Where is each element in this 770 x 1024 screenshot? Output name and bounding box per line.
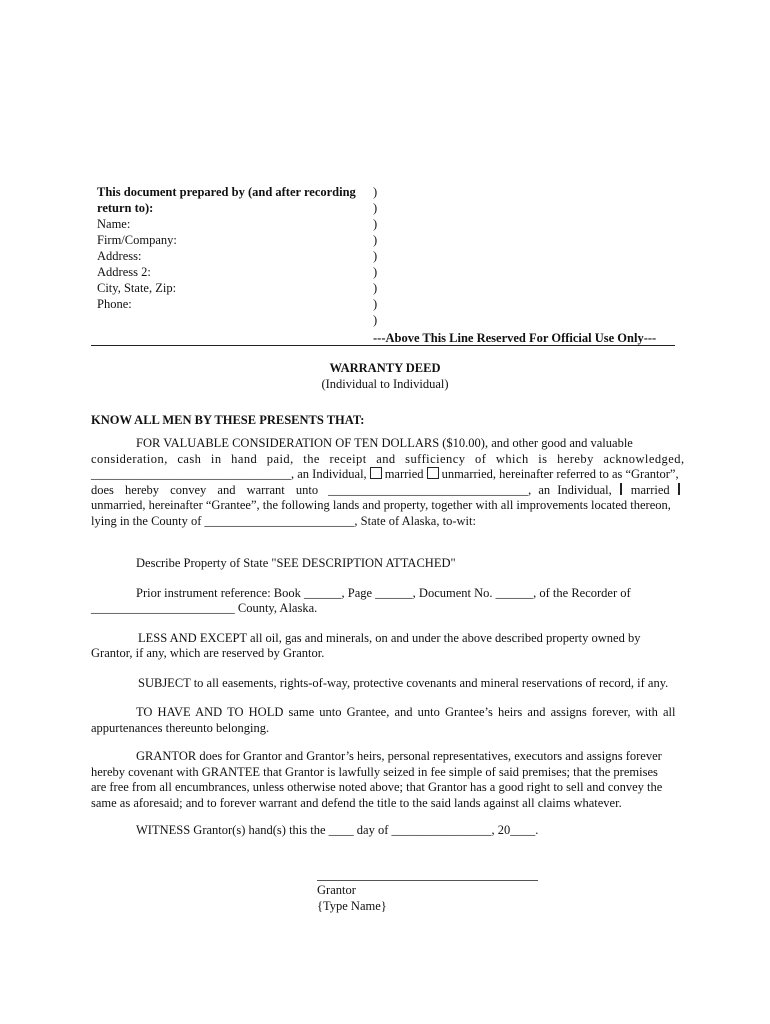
paren: )	[373, 217, 378, 231]
grantor-signature-label: Grantor	[317, 883, 356, 897]
city-state-zip-field-label: City, State, Zip:	[97, 281, 177, 295]
habendum-paragraph	[91, 705, 680, 736]
paren: )	[373, 201, 378, 215]
grantee-name-blank: ________________________________	[328, 482, 529, 497]
paren-column	[373, 184, 383, 328]
grantee-line	[91, 483, 680, 499]
grantor-definition: unmarried, hereinafter referred to as “Grantor”,	[441, 467, 679, 482]
paren: )	[373, 313, 378, 327]
habendum-line	[91, 705, 680, 721]
habendum-text: appurtenances thereunto belonging.	[91, 720, 270, 735]
witness-line: WITNESS Grantor(s) hand(s) this the ____ day of ________________, 20____.	[136, 823, 539, 837]
less-except-line: Grantor, if any, which are reserved by Grantor.	[91, 646, 325, 660]
name-field-label: Name:	[97, 217, 131, 231]
covenant-text: same as aforesaid; and to forever warrant and defend the title to the said lands against all claims whatever.	[91, 795, 622, 810]
covenant-paragraph	[91, 749, 680, 811]
covenant-text: GRANTOR does for Grantor and Grantor’s heirs, personal representatives, executors and assigns forever	[136, 749, 662, 763]
header-divider	[91, 345, 675, 346]
covenant-line	[91, 780, 680, 796]
deed-subtitle: (Individual to Individual)	[321, 377, 449, 391]
individual-text: , an Individual,	[291, 467, 367, 482]
address-field-label: Address:	[97, 249, 142, 263]
prior-instrument-county: _______________________ County, Alaska.	[91, 601, 318, 615]
consideration-text: FOR VALUABLE CONSIDERATION OF TEN DOLLARS ($10.00), and other good and valuable	[136, 436, 633, 450]
consideration-text: consideration, cash in hand paid, the receipt and sufficiency of which is hereby acknowledged,	[91, 451, 685, 466]
subject-paragraph: SUBJECT to all easements, rights-of-way, protective covenants and mineral reservations of record, if any.	[138, 676, 669, 690]
intro-heading: KNOW ALL MEN BY THESE PRESENTS THAT:	[91, 413, 365, 427]
deed-title: WARRANTY DEED	[329, 361, 441, 375]
paren: )	[373, 297, 378, 311]
convey-text: does hereby convey and warrant unto	[91, 482, 319, 497]
consideration-paragraph	[91, 436, 685, 530]
covenant-line	[91, 765, 680, 781]
address2-field-label: Address 2:	[97, 265, 151, 279]
paren: )	[373, 185, 378, 199]
phone-field-label: Phone:	[97, 297, 132, 311]
consideration-line	[91, 436, 680, 452]
lands-text: unmarried, hereinafter “Grantee”, the following lands and property, together with all improvements located thereon,	[91, 498, 671, 513]
grantor-type-name: {Type Name}	[317, 899, 387, 913]
habendum-text: TO HAVE AND TO HOLD same unto Grantee, and unto Grantee’s heirs and assigns forever, with all	[136, 705, 676, 719]
county-text: lying in the County of	[91, 513, 202, 528]
preparer-block	[97, 184, 372, 312]
state-text: , State of Alaska, to-wit:	[354, 513, 476, 528]
married-label: married	[384, 467, 424, 482]
unmarried-checkbox[interactable]	[427, 467, 439, 479]
prepared-by-heading-cont: return to):	[97, 201, 154, 215]
habendum-line	[91, 721, 680, 737]
county-blank: ________________________	[204, 513, 355, 528]
covenant-line	[91, 749, 680, 765]
grantee-married-checkbox[interactable]	[620, 483, 622, 495]
paren: )	[373, 249, 378, 263]
firm-field-label: Firm/Company:	[97, 233, 177, 247]
property-description: Describe Property of State "SEE DESCRIPTION ATTACHED"	[136, 556, 456, 570]
prior-instrument-line: Prior instrument reference: Book ______, Page ______, Document No. ______, of the Recorder of	[136, 586, 631, 600]
grantee-unmarried-checkbox[interactable]	[678, 483, 680, 495]
covenant-text: hereby covenant with GRANTEE that Grantor is lawfully seized in fee simple of said premises; that the premises	[91, 764, 658, 779]
less-except-line: LESS AND EXCEPT all oil, gas and minerals, on and under the above described property owned by	[138, 631, 641, 645]
reserved-note: ---Above This Line Reserved For Official Use Only---	[373, 331, 657, 345]
covenant-line	[91, 796, 680, 812]
individual-text: , an Individual,	[528, 482, 612, 497]
paren: )	[373, 265, 378, 279]
paren: )	[373, 281, 378, 295]
covenant-text: are free from all encumbrances, unless otherwise noted above; that Grantor has a good right to sell and convey the	[91, 780, 663, 795]
lands-line	[91, 498, 680, 514]
grantor-name-blank: ________________________________	[91, 467, 291, 482]
consideration-line	[91, 451, 685, 468]
married-label: married	[630, 482, 670, 497]
married-checkbox[interactable]	[370, 467, 382, 479]
paren: )	[373, 233, 378, 247]
signature-line	[317, 880, 538, 881]
prepared-by-heading: This document prepared by (and after recording	[97, 185, 356, 199]
grantor-line	[91, 467, 680, 483]
county-line	[91, 514, 680, 530]
